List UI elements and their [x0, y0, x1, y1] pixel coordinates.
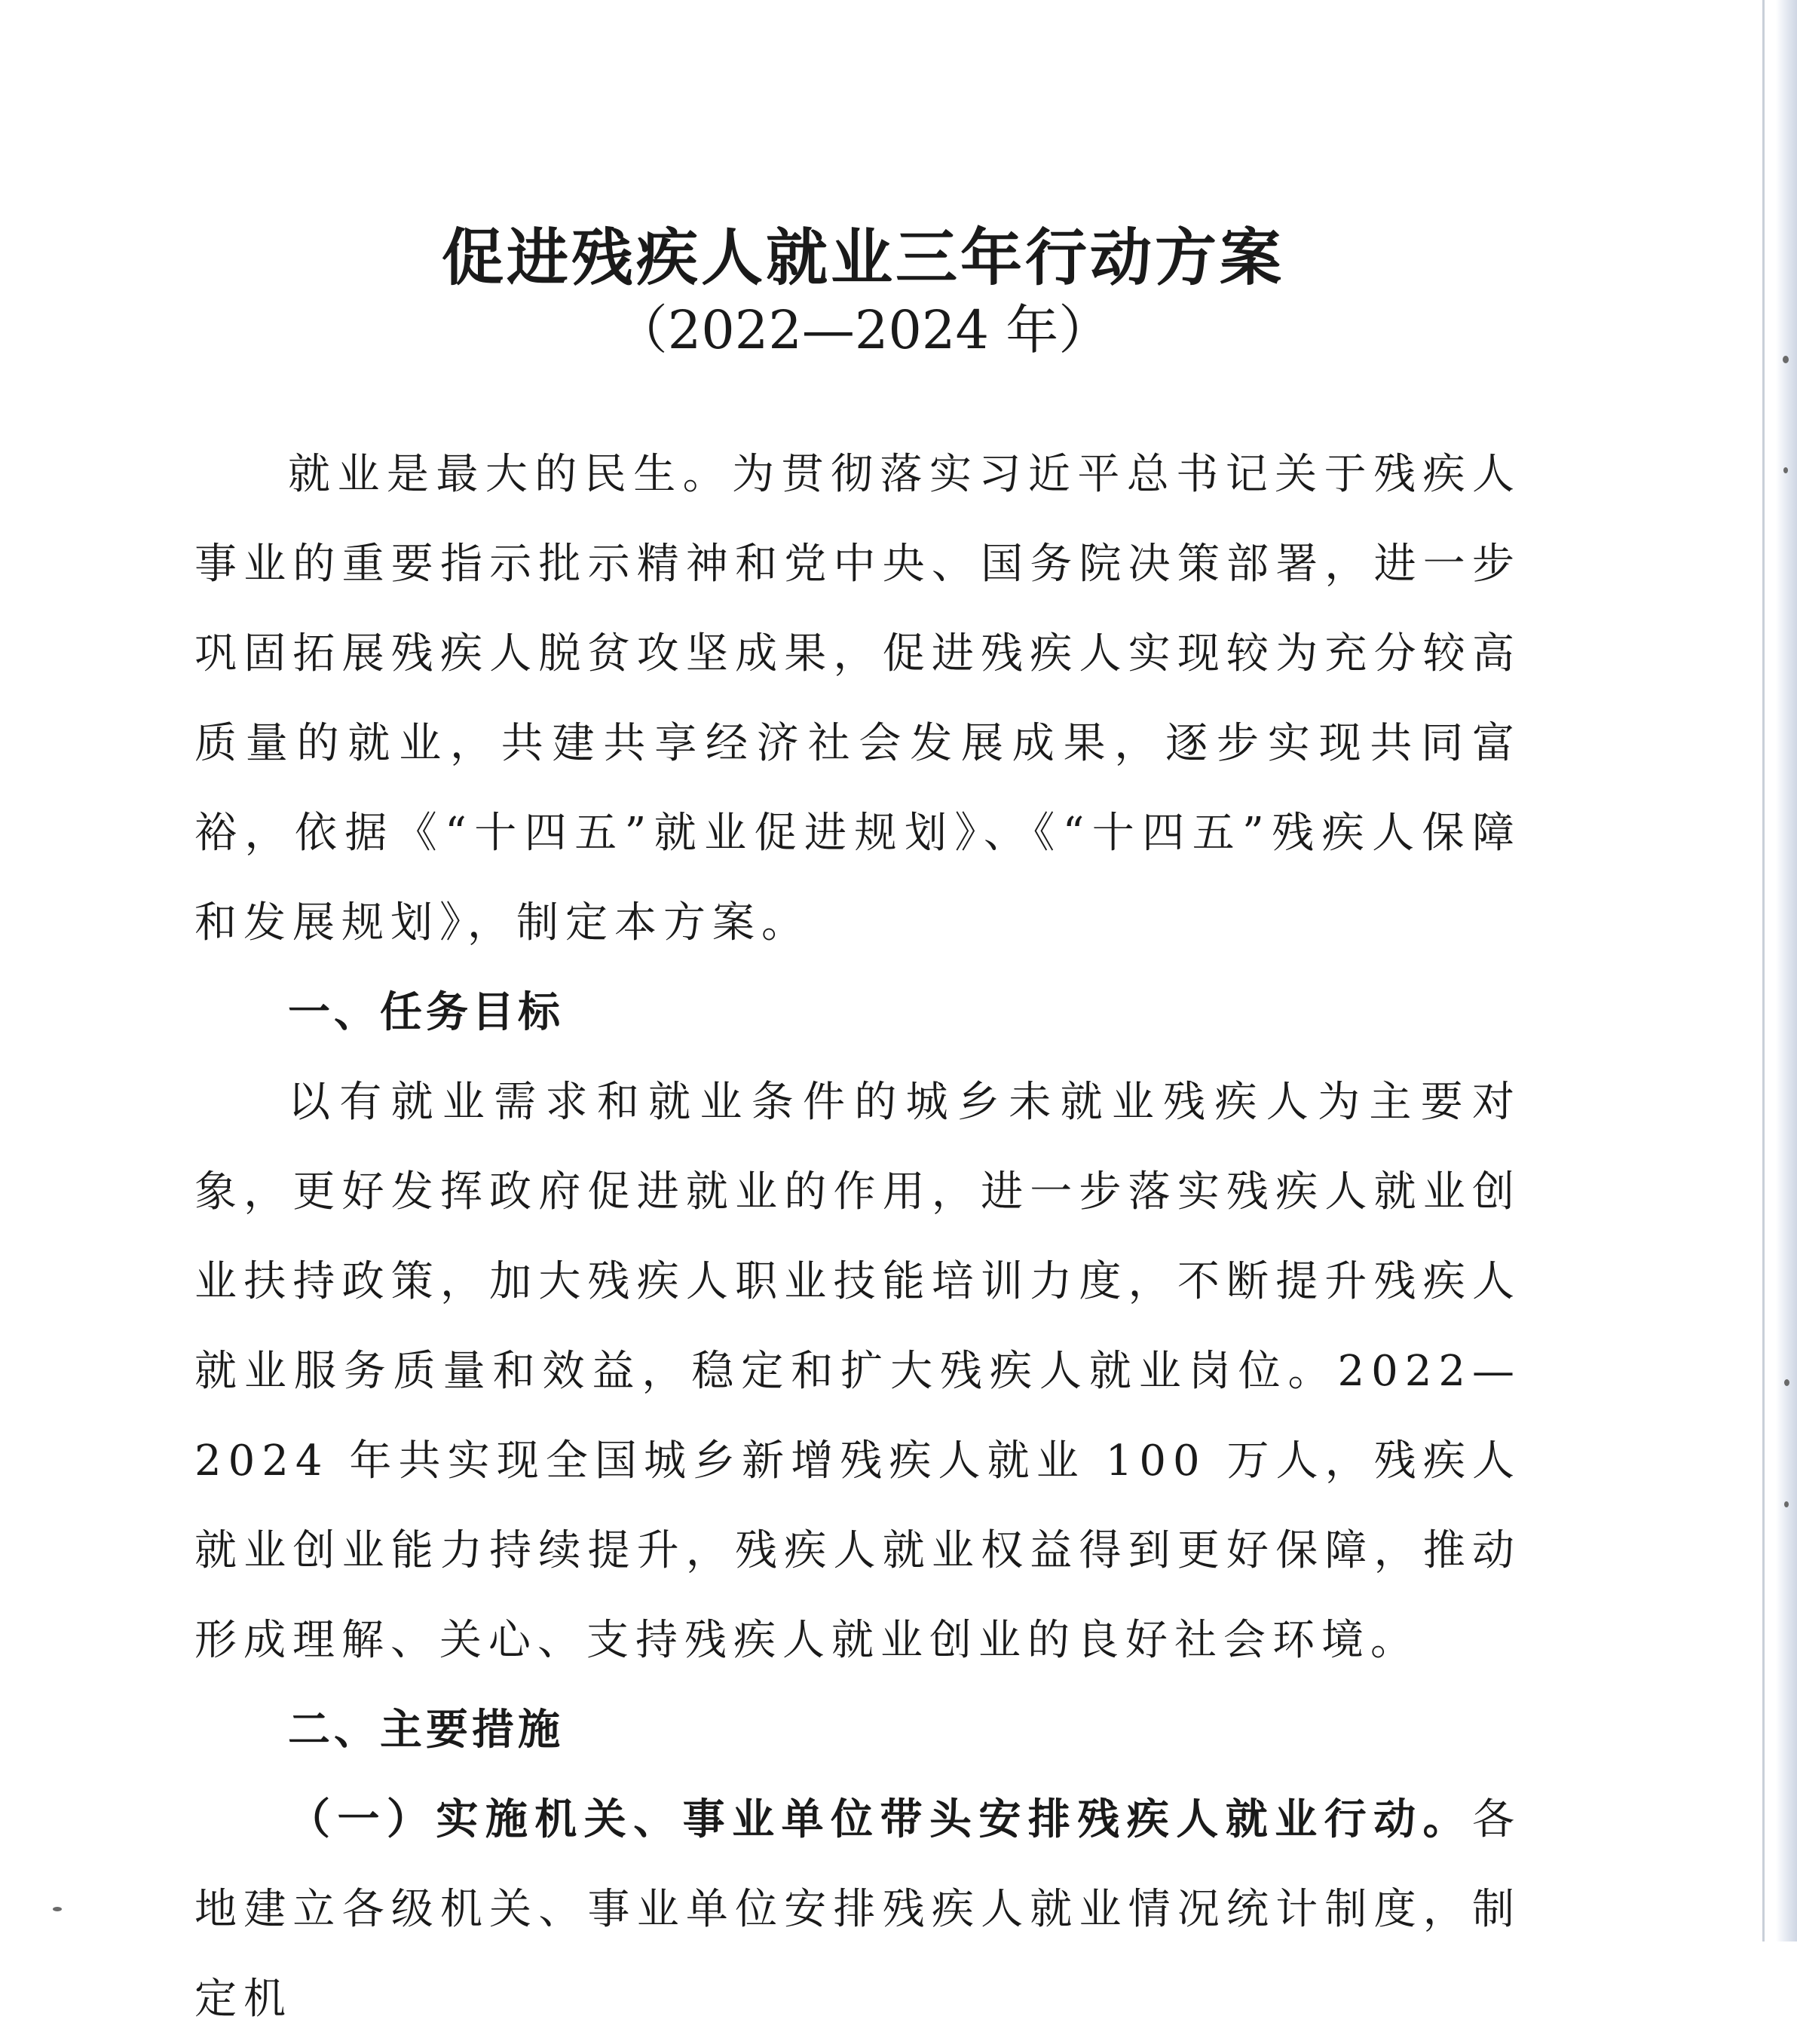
scan-speck [1783, 356, 1789, 363]
section-heading-goals: 一、任务目标 [288, 988, 564, 1037]
document-body [194, 430, 1521, 2044]
section-heading-measures: 二、主要措施 [288, 1706, 564, 1755]
measure-title: （一）实施机关、事业单位带头安排残疾人就业行动。 [288, 1795, 1472, 1844]
intro-paragraph: 就业是最大的民生。为贯彻落实习近平总书记关于残疾人事业的重要指示批示精神和党中央、国务院决策部署，进一步巩固拓展残疾人脱贫攻坚成果，促进残疾人实现较为充分较高质量的就业，共建共享经济社会发展成果，逐步实现共同富裕，依据《“十四五”就业促进规划》、《“十四五”残疾人保障和发展规划》，制定本方案。 [194, 450, 1521, 947]
scan-speck [1783, 467, 1788, 473]
goals-paragraph: 以有就业需求和就业条件的城乡未就业残疾人为主要对象，更好发挥政府促进就业的作用，进一步落实残疾人就业创业扶持政策，加大残疾人职业技能培训力度，不断提升残疾人就业服务质量和效益，稳定和扩大残疾人就业岗位。2022—2024 年共实现全国城乡新增残疾人就业 100 万人，残疾人就业创业能力持续提升，残疾人就业权益得到更好保障，推动形成理解、关心、支持残疾人就业创业的良好社会环境。 [194, 1078, 1521, 1665]
measure-paragraph [194, 1775, 1521, 2044]
scan-page-edge [1776, 0, 1797, 1941]
document-title: 促进残疾人就业三年行动方案 [441, 222, 1284, 294]
scan-speck [53, 1907, 62, 1911]
scan-speck [1784, 1501, 1789, 1507]
measure-text: 各地建立各级机关、事业单位安排残疾人就业情况统计制度，制定机 [194, 1795, 1521, 2024]
scan-fold-line [1762, 0, 1765, 1941]
document-subtitle: （2022—2024 年） [614, 299, 1112, 361]
scan-speck [1784, 1379, 1789, 1386]
